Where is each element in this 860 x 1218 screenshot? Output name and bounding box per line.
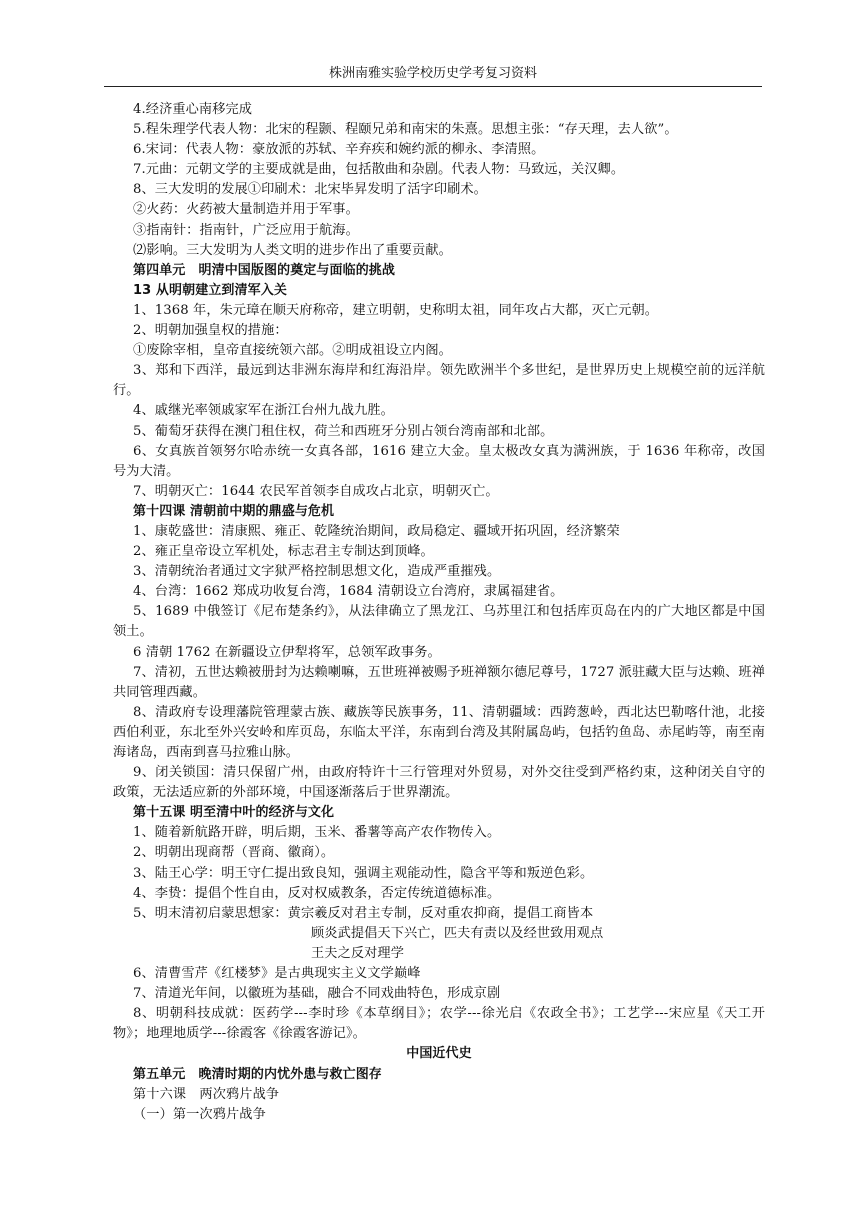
text-line: 7、清初，五世达赖被册封为达赖喇嘛，五世班禅被赐予班禅额尔德尼尊号，1727 派驻藏大臣与达赖、班禅共同管理西藏。	[113, 664, 765, 700]
text-line: 2、明朝加强皇权的措施：	[133, 323, 288, 339]
text-line: 9、闭关锁国：清只保留广州，由政府特许十三行管理对外贸易，对外交往受到严格约束，这种闭关自守的政策，无法适应新的外部环境，中国逐渐落后于世界潮流。	[113, 765, 765, 801]
text-line: 3、陆王心学：明王守仁提出致良知，强调主观能动性，隐含平等和叛逆色彩。	[133, 865, 594, 881]
page-header: 株洲南雅实验学校历史学考复习资料	[328, 66, 537, 81]
unit-heading: 第五单元 晚清时期的内忧外患与救亡图存	[133, 1066, 382, 1082]
text-line: 6、清曹雪芹《红楼梦》是古典现实主义文学巅峰	[133, 966, 421, 982]
section-heading: 中国近代史	[406, 1046, 472, 1062]
text-line: 6.宋词：代表人物：豪放派的苏轼、辛弃疾和婉约派的柳永、李清照。	[133, 142, 545, 158]
text-line: ②火药：火药被大量制造并用于军事。	[133, 202, 359, 218]
text-line: 7、清道光年间，以徽班为基础，融合不同戏曲特色，形成京剧	[133, 986, 501, 1002]
text-line: 5、葡萄牙获得在澳门租住权，荷兰和西班牙分别占领台湾南部和北部。	[133, 423, 554, 439]
document-body	[113, 100, 765, 1125]
text-line: ③指南针：指南针，广泛应用于航海。	[133, 222, 359, 238]
header-rule	[104, 86, 762, 87]
text-line: 4.经济重心南移完成	[133, 102, 253, 117]
text-line: 3、郑和下西洋，最远到达非洲东海岸和红海沿岸。领先欧洲半个多世纪，是世界历史上规模空前的远洋航行。	[113, 363, 765, 399]
text-line: 5、明末清初启蒙思想家：黄宗羲反对君主专制，反对重农抑商，提倡工商皆本	[133, 905, 594, 921]
unit-heading: 第四单元 明清中国版图的奠定与面临的挑战	[133, 262, 396, 278]
text-line: 2、明朝出现商帮（晋商、徽商）。	[133, 845, 335, 861]
text-line: 7.元曲：元朝文学的主要成就是曲，包括散曲和杂剧。代表人物：马致远，关汉卿。	[133, 162, 625, 178]
text-line: 3、清朝统治者通过文字狱严格控制思想文化，造成严重摧残。	[133, 564, 501, 580]
lesson-heading: 第十四课 清朝前中期的鼎盛与危机	[133, 503, 335, 519]
lesson-title: 第十六课 两次鸦片战争	[133, 1086, 280, 1102]
text-line: 4、戚继光率领戚家军在浙江台州九战九胜。	[133, 403, 394, 419]
text-line: 8、三大发明的发展①印刷术：北宋毕昇发明了活字印刷术。	[133, 182, 487, 198]
text-line: ①废除宰相，皇帝直接统领六部。②明成祖设立内阁。	[133, 343, 452, 359]
text-line: 2、雍正皇帝设立军机处，标志君主专制达到顶峰。	[133, 544, 434, 560]
text-line: 6、女真族首领努尔哈赤统一女真各部，1616 建立大金。皇太极改女真为满洲族，于 1636 年称帝，改国号为大清。	[113, 443, 765, 479]
text-line: 8、明朝科技成就：医药学---李时珍《本草纲目》；农学---徐光启《农政全书》；工艺学---宋应星《天工开物》；地理地质学---徐霞客《徐霞客游记》。	[113, 1006, 765, 1042]
lesson-heading: 第十五课 明至清中叶的经济与文化	[133, 805, 335, 821]
text-line: 6 清朝 1762 在新疆设立伊犁将军，总领军政事务。	[133, 644, 441, 660]
text-line: 顾炎武提倡天下兴亡，匹夫有责以及经世致用观点	[311, 925, 604, 941]
text-line: 5.程朱理学代表人物：北宋的程颢、程颐兄弟和南宋的朱熹。思想主张：“存天理，去人欲”。	[133, 122, 678, 138]
text-line: 王夫之反对理学	[311, 945, 405, 961]
text-line: 4、李贽：提倡个性自由，反对权威教条，否定传统道德标准。	[133, 885, 501, 901]
text-line: 1、康乾盛世：清康熙、雍正、乾隆统治期间，政局稳定、疆域开拓巩固，经济繁荣	[133, 523, 620, 539]
subsection-title: （一）第一次鸦片战争	[133, 1106, 266, 1122]
text-line: 1、随着新航路开辟，明后期，玉米、番薯等高产农作物传入。	[133, 825, 501, 841]
text-line: 5、1689 中俄签订《尼布楚条约》，从法律确立了黑龙江、乌苏里江和包括库页岛在内的广大地区都是中国领土。	[113, 604, 765, 640]
text-line: 4、台湾：1662 郑成功收复台湾，1684 清朝设立台湾府，隶属福建省。	[133, 584, 564, 600]
text-line: 7、明朝灭亡：1644 农民军首领李自成攻占北京，明朝灭亡。	[133, 483, 499, 499]
text-line: 1、1368 年，朱元璋在顺天府称帝，建立明朝，史称明太祖，同年攻占大都，灭亡元朝。	[133, 302, 659, 318]
lesson-heading: 13 从明朝建立到清军入关	[133, 282, 287, 298]
text-line: 8、清政府专设理藩院管理蒙古族、藏族等民族事务，11、清朝疆域：西跨葱岭，西北达巴勒喀什池，北接西伯利亚，东北至外兴安岭和库页岛，东临太平洋，东南到台湾及其附属岛屿，包括钓鱼岛、赤尾屿等，南至南海诸岛，西南到喜马拉雅山脉。	[113, 704, 765, 760]
text-line: ⑵影响。三大发明为人类文明的进步作出了重要贡献。	[133, 242, 452, 258]
